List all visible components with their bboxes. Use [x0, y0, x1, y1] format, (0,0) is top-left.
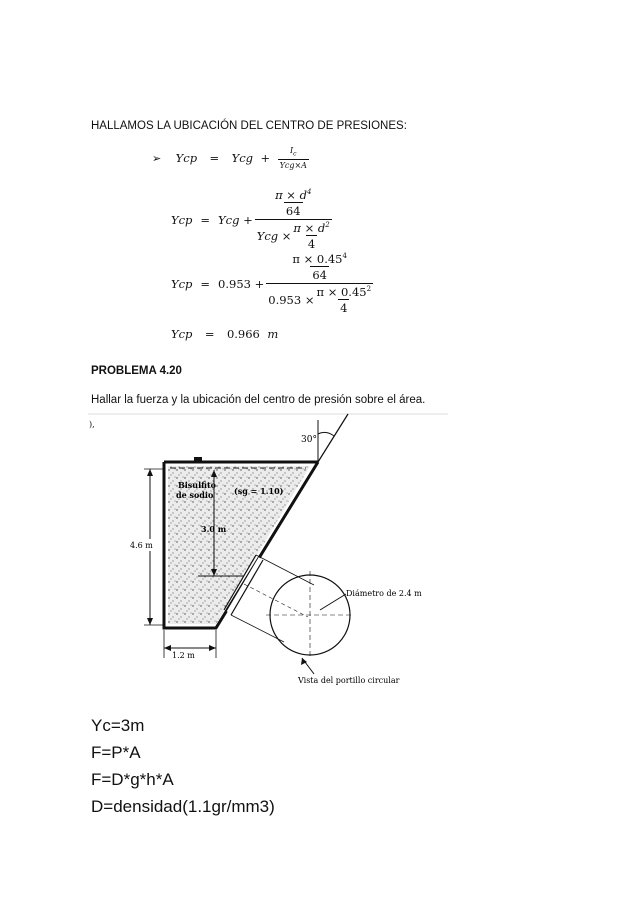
eq1-rhs: Ycg: [231, 151, 254, 166]
eq4-unit: m: [267, 327, 279, 341]
bullet-arrow-icon: ➢: [152, 152, 162, 166]
view-label: Vista del portillo circular: [298, 676, 400, 685]
eq1-fraction: [278, 146, 309, 170]
eq1-den: Ycg×A: [279, 160, 307, 170]
eq1-equals: =: [209, 151, 220, 166]
eq3-lhs: Ycp: [171, 276, 193, 291]
eq3-rhs: 0.953 +: [218, 276, 265, 291]
eq3-den-lhs: 0.953 ×: [268, 293, 315, 307]
vent-cap: [194, 457, 202, 463]
tank-figure: [88, 412, 448, 702]
eq2-rhs: Ycg +: [218, 212, 253, 227]
eq4-lhs: Ycp: [171, 327, 193, 341]
wall-extension: [318, 414, 348, 462]
angle-label: 30°: [301, 435, 317, 445]
fluid-label-2: de sodio: [176, 490, 214, 500]
eq2-num-exp: 4: [306, 188, 312, 197]
figure-corner-mark: ),: [89, 420, 95, 429]
fluid-label-1: Bisulfito: [178, 480, 217, 490]
equation-4: [171, 325, 278, 343]
projection-line-bottom: [231, 615, 284, 642]
eq1-num: I: [289, 146, 294, 155]
diameter-leader: [320, 594, 346, 610]
eq2-equals: =: [200, 212, 211, 227]
eq3-den-den: 4: [340, 301, 348, 315]
section-heading: HALLAMOS LA UBICACIÓN DEL CENTRO DE PRESIONES:: [91, 120, 407, 132]
eq2-main-fraction: [255, 188, 332, 251]
problem-text: Hallar la fuerza y la ubicación del centro de presión sobre el área.: [91, 394, 426, 406]
eq1-lhs: Ycp: [175, 151, 198, 166]
note-line-1: Yc=3m: [91, 716, 145, 735]
eq2-den-lhs: Ycg ×: [256, 229, 292, 243]
eq3-num-top: π × 0.45: [292, 252, 343, 266]
note-line-4: D=densidad(1.1gr/mm3): [91, 797, 275, 816]
height-arrow-top-icon: [147, 469, 153, 476]
note-line-3: F=D*g*h*A: [91, 770, 174, 789]
eq3-num-exp: 4: [342, 252, 347, 261]
eq3-equals: =: [200, 276, 211, 291]
angle-arc: [318, 432, 334, 436]
equation-3: [171, 252, 373, 315]
height-label: 4.6 m: [130, 541, 153, 550]
depth-label: 3.0 m: [201, 524, 227, 534]
eq3-num-den: 64: [312, 268, 327, 282]
eq2-lhs: Ycp: [171, 212, 193, 227]
eq2-num-top: π × d: [275, 188, 307, 202]
eq1-num-sub: c: [293, 150, 297, 158]
equation-2: [171, 188, 332, 251]
width-arrow-right-icon: [209, 645, 216, 651]
width-label: 1.2 m: [172, 651, 195, 660]
width-arrow-left-icon: [164, 645, 171, 651]
eq1-plus: +: [260, 151, 271, 166]
projection-line-top: [256, 555, 314, 585]
eq4-equals: =: [204, 327, 215, 341]
eq3-main-fraction: [266, 252, 373, 315]
eq2-den-exp: 2: [325, 221, 330, 230]
eq3-den-top: π × 0.45: [316, 285, 367, 299]
eq2-num-den: 64: [285, 204, 301, 218]
sg-label: (sg = 1.10): [234, 486, 284, 496]
equation-1: [152, 146, 309, 170]
height-arrow-bottom-icon: [147, 618, 153, 625]
note-line-2: F=P*A: [91, 743, 141, 762]
diameter-label: Diámetro de 2.4 m: [346, 589, 422, 598]
eq2-den-top: π × d: [293, 221, 326, 235]
problem-title: PROBLEMA 4.20: [91, 365, 182, 377]
eq3-den-exp: 2: [366, 285, 372, 294]
projection-centerline: [244, 584, 308, 617]
eq4-rhs: 0.966: [226, 327, 260, 341]
eq2-den-den: 4: [307, 237, 316, 251]
